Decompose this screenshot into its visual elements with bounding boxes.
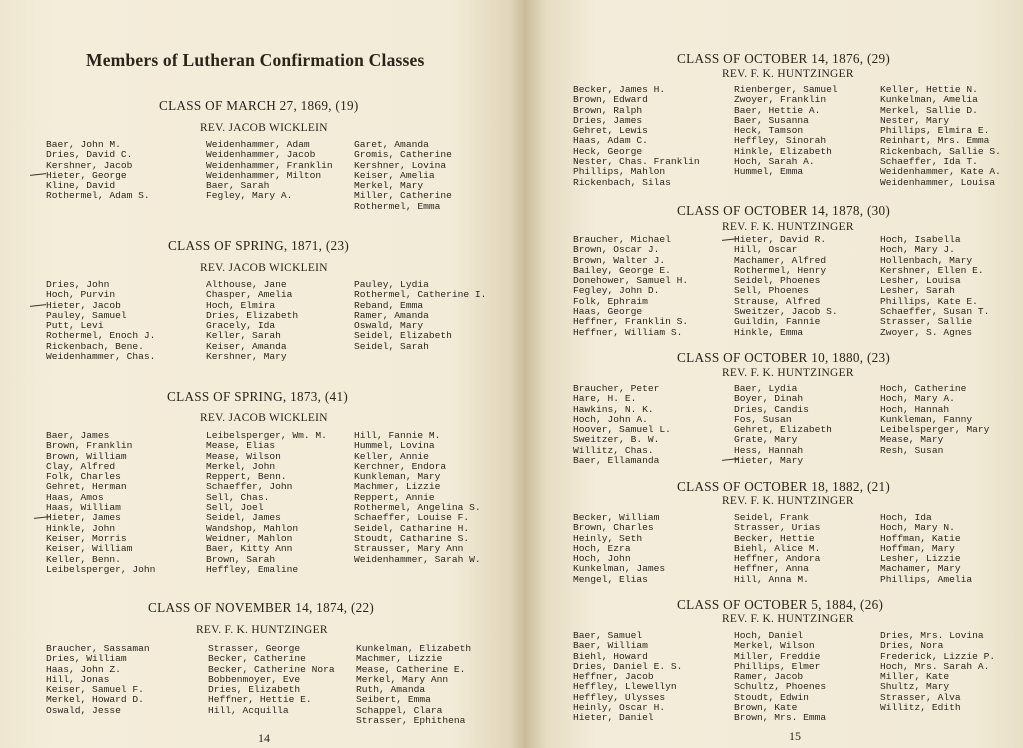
member-name: Hoffman, Mary: [880, 542, 955, 554]
member-name: Hoch, Ezra: [573, 542, 631, 554]
member-name: Phillips, Elmira E.: [880, 125, 990, 137]
member-name: Keiser, Morris: [46, 532, 127, 544]
member-name: Hill, Anna M.: [734, 573, 809, 585]
member-name: Kunkelman, Amelia: [880, 94, 978, 106]
member-name: Zwoyer, S. Agnes: [880, 326, 973, 338]
member-name: Machamer, Mary: [880, 563, 961, 575]
member-name: Gracely, Ida: [206, 320, 276, 332]
page-title: Members of Lutheran Confirmation Classes: [86, 50, 425, 70]
member-name: Gehret, Lewis: [573, 125, 648, 137]
member-name: Reband, Emma: [354, 299, 424, 311]
member-name: Leibelsperger, Wm. M.: [206, 430, 327, 441]
member-name: Gehret, Elizabeth: [734, 424, 832, 436]
member-name: Keller, Annie: [354, 450, 429, 462]
member-name: Hare, H. E.: [573, 393, 637, 405]
member-name: Seidel, Frank: [734, 512, 809, 523]
member-name: Heffner, Hettie E.: [208, 694, 312, 706]
member-name: Ruth, Amanda: [356, 684, 426, 696]
member-name: Heck, Tamson: [734, 125, 804, 137]
class-heading: CLASS OF MARCH 27, 1869, (19): [159, 98, 359, 113]
member-name: Ramer, Jacob: [734, 671, 804, 683]
member-name: Reinhart, Mrs. Emma: [880, 135, 990, 147]
member-name: Miller, Kate: [880, 671, 950, 683]
member-name: Schaeffer, Louise F.: [354, 512, 470, 524]
member-name: Schaeffer, Ida T.: [880, 156, 978, 168]
member-name: Rothermel, Catherine I.: [354, 289, 487, 301]
member-name: Brown, Ralph: [573, 104, 643, 116]
member-name: Stoudt, Catharine S.: [354, 532, 470, 544]
member-name: Dries, William: [46, 653, 127, 665]
name-column: [206, 431, 327, 575]
member-name: Strasser, George: [208, 643, 301, 654]
member-name: Rothermel, Enoch J.: [46, 330, 156, 342]
member-name: Baer, Hettie A.: [734, 104, 821, 116]
member-name: Weidenhammer, Louisa: [880, 176, 996, 188]
member-name: Hieter, Mary: [734, 455, 804, 467]
member-name: Sell, Chas.: [206, 491, 270, 503]
member-name: Rothermel, Emma: [354, 200, 441, 212]
pastor-name: REV. JACOB WICKLEIN: [200, 122, 328, 134]
member-name: Dries, Daniel E. S.: [573, 660, 683, 672]
member-name: Rothermel, Henry: [734, 264, 827, 276]
member-name: Kunkleman, Mary: [354, 471, 441, 483]
class-heading: CLASS OF SPRING, 1873, (41): [167, 389, 349, 404]
member-name: Fegley, John D.: [573, 285, 660, 297]
pastor-name: REV. F. K. HUNTZINGER: [722, 613, 854, 625]
member-name: Brown, Sarah: [206, 553, 276, 565]
member-name: Hoch, Mrs. Sarah A.: [880, 660, 990, 672]
pastor-name: REV. F. K. HUNTZINGER: [722, 495, 854, 507]
member-name: Weidenhammer, Sarah W.: [354, 553, 481, 565]
member-name: Merkel, Wilson: [734, 640, 815, 652]
name-column: [354, 280, 486, 352]
member-name: Gromis, Catherine: [354, 149, 452, 161]
member-name: Hoover, Samuel L.: [573, 424, 671, 436]
member-name: Brown, Edward: [573, 94, 648, 106]
name-column: [734, 631, 826, 724]
class-heading: CLASS OF NOVEMBER 14, 1874, (22): [148, 600, 375, 615]
member-name: Hoch, Sarah A.: [734, 156, 815, 168]
name-column: [880, 235, 989, 338]
member-name: Mengel, Elias: [573, 573, 648, 585]
member-name: Rickenbach, Bene.: [46, 340, 144, 352]
name-column: [734, 513, 820, 585]
member-name: Baer, William: [573, 640, 648, 652]
member-name: Merkel, Mary: [354, 180, 424, 192]
member-name: Schaeffer, John: [206, 481, 293, 493]
member-name: Baer, Sarah: [206, 180, 270, 192]
member-name: Baer, Lydia: [734, 383, 798, 394]
class-heading: CLASS OF SPRING, 1871, (23): [168, 238, 350, 253]
page-number-left: 14: [258, 731, 270, 745]
member-name: Heffner, Anna: [734, 563, 809, 575]
member-name: Strausser, Mary Ann: [354, 543, 464, 555]
member-name: Heffley, Sinorah: [734, 135, 827, 147]
member-name: Hummel, Lovina: [354, 440, 435, 452]
member-name: Hess, Hannah: [734, 444, 804, 456]
member-name: Oswald, Jesse: [46, 704, 121, 716]
member-name: Braucher, Sassaman: [46, 643, 150, 654]
member-name: Mease, Wilson: [206, 450, 281, 462]
member-name: Hieter, George: [46, 169, 127, 181]
member-name: Hoffman, Katie: [880, 532, 961, 544]
member-name: Dries, David C.: [46, 149, 133, 161]
member-name: Brown, Kate: [734, 702, 798, 714]
member-name: Miller, Freddie: [734, 650, 821, 662]
member-name: Kunkelman, James: [573, 563, 666, 575]
member-name: Heinly, Seth: [573, 532, 643, 544]
member-name: Phillips, Elmer: [734, 660, 821, 672]
member-name: Haas, George: [573, 306, 643, 318]
member-name: Hoch, Isabella: [880, 234, 961, 245]
member-name: Seidel, Elizabeth: [354, 330, 452, 342]
member-name: Becker, Catherine Nora: [208, 663, 335, 675]
member-name: Sell, Joel: [206, 502, 264, 514]
member-name: Boyer, Dinah: [734, 393, 804, 405]
name-column: [354, 140, 452, 212]
member-name: Hoch, Elmira: [206, 299, 276, 311]
member-name: Biehl, Alice M.: [734, 542, 821, 554]
member-name: Keller, Hettie N.: [880, 84, 978, 95]
member-name: Hieter, David R.: [734, 234, 827, 245]
name-column: [880, 384, 989, 456]
member-name: Hieter, James: [46, 512, 121, 524]
name-column: [573, 235, 688, 338]
member-name: Kline, David: [46, 180, 116, 192]
name-column: [734, 384, 832, 466]
member-name: Brown, William: [46, 450, 127, 462]
member-name: Nester, Mary: [880, 114, 950, 126]
pastor-name: REV. JACOB WICKLEIN: [200, 262, 328, 274]
member-name: Heffner, Franklin S.: [573, 316, 689, 328]
name-column: [573, 384, 671, 466]
member-name: Heffley, Emaline: [206, 563, 299, 575]
member-name: Zwoyer, Franklin: [734, 94, 827, 106]
member-name: Chasper, Amelia: [206, 289, 293, 301]
name-column: [46, 140, 150, 202]
member-name: Keller, Benn.: [46, 553, 121, 565]
member-name: Hoch, Daniel: [734, 630, 804, 641]
member-name: Hoch, Mary J.: [880, 244, 955, 256]
member-name: Willitz, Chas.: [573, 444, 654, 456]
member-name: Hoch, Catherine: [880, 383, 967, 394]
member-name: Grate, Mary: [734, 434, 798, 446]
name-column: [46, 431, 155, 575]
member-name: Becker, William: [573, 512, 660, 523]
member-name: Baer, Susanna: [734, 114, 809, 126]
name-column: [46, 644, 150, 716]
member-name: Machmer, Lizzie: [356, 653, 443, 665]
name-column: [880, 631, 995, 713]
member-name: Heffner, William S.: [573, 326, 683, 338]
member-name: Keiser, Samuel F.: [46, 684, 144, 696]
member-name: Baer, Ellamanda: [573, 455, 660, 467]
member-name: Brown, Franklin: [46, 440, 133, 452]
member-name: Lesher, Lizzie: [880, 553, 961, 565]
member-name: Kunkleman, Fanny: [880, 413, 973, 425]
member-name: Garet, Amanda: [354, 139, 429, 150]
member-name: Seidel, Phoenes: [734, 275, 821, 287]
member-name: Machmer, Lizzie: [354, 481, 441, 493]
member-name: Baer, Kitty Ann: [206, 543, 293, 555]
member-name: Kershner, Mary: [206, 351, 287, 363]
member-name: Hill, Acquilla: [208, 704, 289, 716]
member-name: Strasser, Urias: [734, 522, 821, 534]
member-name: Reppert, Annie: [354, 491, 435, 503]
name-column: [206, 280, 298, 362]
member-name: Kershner, Jacob: [46, 159, 133, 171]
member-name: Dries, Elizabeth: [208, 684, 301, 696]
member-name: Hummel, Emma: [734, 166, 804, 178]
member-name: Kunkelman, Elizabeth: [356, 643, 472, 654]
member-name: Folk, Ephraim: [573, 295, 648, 307]
member-name: Folk, Charles: [46, 471, 121, 483]
pastor-name: REV. F. K. HUNTZINGER: [722, 68, 854, 80]
name-column: [573, 85, 700, 188]
member-name: Bailey, George E.: [573, 264, 671, 276]
member-name: Haas, Amos: [46, 491, 104, 503]
member-name: Mease, Mary: [880, 434, 944, 446]
member-name: Weidenhammer, Jacob: [206, 149, 316, 161]
member-name: Rienberger, Samuel: [734, 84, 838, 95]
class-heading: CLASS OF OCTOBER 10, 1880, (23): [677, 350, 891, 365]
member-name: Becker, James H.: [573, 84, 666, 95]
name-column: [46, 280, 155, 362]
name-column: [206, 140, 333, 202]
member-name: Mease, Catherine E.: [356, 663, 466, 675]
member-name: Weidenhammer, Franklin: [206, 159, 333, 171]
member-name: Fegley, Mary A.: [206, 190, 293, 202]
member-name: Hill, Jonas: [46, 673, 110, 685]
name-column: [573, 513, 665, 585]
pencil-mark: [30, 173, 46, 176]
pastor-name: REV. JACOB WICKLEIN: [200, 412, 328, 424]
member-name: Keiser, Amanda: [206, 340, 287, 352]
member-name: Haas, John Z.: [46, 663, 121, 675]
member-name: Strasser, Sallie: [880, 316, 973, 328]
member-name: Dries, John: [46, 279, 110, 290]
member-name: Hoch, Ida: [880, 512, 932, 523]
name-column: [880, 85, 1001, 188]
member-name: Seidel, Catharine H.: [354, 522, 470, 534]
member-name: Weidner, Mahlon: [206, 532, 293, 544]
member-name: Putt, Levi: [46, 320, 104, 332]
class-heading: CLASS OF OCTOBER 5, 1884, (26): [677, 597, 884, 612]
member-name: Dries, James: [573, 114, 643, 126]
member-name: Pauley, Samuel: [46, 309, 127, 321]
member-name: Heffner, Andora: [734, 553, 821, 565]
member-name: Biehl, Howard: [573, 650, 648, 662]
member-name: Rothermel, Angelina S.: [354, 502, 481, 514]
member-name: Baer, James: [46, 430, 110, 441]
member-name: Schaeffer, Susan T.: [880, 306, 990, 318]
member-name: Strause, Alfred: [734, 295, 821, 307]
name-column: [354, 431, 481, 565]
member-name: Dries, Mrs. Lovina: [880, 630, 984, 641]
member-name: Hieter, Jacob: [46, 299, 121, 311]
member-name: Hoch, John: [573, 553, 631, 565]
member-name: Becker, Catherine: [208, 653, 306, 665]
member-name: Guildin, Fannie: [734, 316, 821, 328]
member-name: Rickenbach, Silas: [573, 176, 671, 188]
member-name: Resh, Susan: [880, 444, 944, 456]
member-name: Oswald, Mary: [354, 320, 424, 332]
member-name: Hoch, Mary A.: [880, 393, 955, 405]
class-heading: CLASS OF OCTOBER 18, 1882, (21): [677, 479, 891, 494]
member-name: Kerchner, Endora: [354, 460, 447, 472]
member-name: Wandshop, Mahlon: [206, 522, 299, 534]
member-name: Rickenbach, Sallie S.: [880, 145, 1001, 157]
member-name: Keiser, Amelia: [354, 169, 435, 181]
member-name: Dries, Candis: [734, 403, 809, 415]
pastor-name: REV. F. K. HUNTZINGER: [722, 221, 854, 233]
member-name: Hoch, Mary N.: [880, 522, 955, 534]
member-name: Seidel, James: [206, 512, 281, 524]
member-name: Stoudt, Edwin: [734, 691, 809, 703]
member-name: Schultz, Phoenes: [734, 681, 827, 693]
member-name: Hawkins, N. K.: [573, 403, 654, 415]
member-name: Braucher, Michael: [573, 234, 671, 245]
member-name: Dries, Nora: [880, 640, 944, 652]
member-name: Haas, Adam C.: [573, 135, 648, 147]
member-name: Leibelsperger, John: [46, 563, 156, 575]
member-name: Hoch, Purvin: [46, 289, 116, 301]
member-name: Phillips, Mahlon: [573, 166, 666, 178]
member-name: Miller, Catherine: [354, 190, 452, 202]
member-name: Sell, Phoenes: [734, 285, 809, 297]
pastor-name: REV. F. K. HUNTZINGER: [196, 624, 328, 636]
member-name: Seidel, Sarah: [354, 340, 429, 352]
member-name: Lesher, Sarah: [880, 285, 955, 297]
member-name: Strasser, Ephithena: [356, 715, 466, 727]
member-name: Nester, Chas. Franklin: [573, 156, 700, 168]
member-name: Brown, Mrs. Emma: [734, 712, 827, 724]
pencil-mark: [30, 304, 46, 307]
member-name: Hoch, John A.: [573, 413, 648, 425]
member-name: Hieter, Daniel: [573, 712, 654, 724]
member-name: Hollenbach, Mary: [880, 254, 973, 266]
right-page: [526, 0, 1023, 748]
member-name: Merkel, Howard D.: [46, 694, 144, 706]
member-name: Dries, Elizabeth: [206, 309, 299, 321]
member-name: Weidenhammer, Milton: [206, 169, 322, 181]
page-number-right: 15: [789, 729, 801, 743]
name-column: [734, 235, 838, 338]
member-name: Weidenhammer, Chas.: [46, 351, 156, 363]
member-name: Ramer, Amanda: [354, 309, 429, 321]
name-column: [734, 85, 838, 178]
member-name: Braucher, Peter: [573, 383, 660, 394]
member-name: Willitz, Edith: [880, 702, 961, 714]
member-name: Machamer, Alfred: [734, 254, 827, 266]
member-name: Becker, Hettie: [734, 532, 815, 544]
member-name: Mease, Elias: [206, 440, 276, 452]
member-name: Reppert, Benn.: [206, 471, 287, 483]
member-name: Heck, George: [573, 145, 643, 157]
member-name: Baer, Samuel: [573, 630, 643, 641]
member-name: Fos, Susan: [734, 413, 792, 425]
member-name: Hinkle, John: [46, 522, 116, 534]
member-name: Frederick, Lizzie P.: [880, 650, 996, 662]
member-name: Phillips, Kate E.: [880, 295, 978, 307]
member-name: Keller, Sarah: [206, 330, 281, 342]
member-name: Weidenhammer, Kate A.: [880, 166, 1001, 178]
member-name: Baer, John M.: [46, 139, 121, 150]
member-name: Donehower, Samuel H.: [573, 275, 689, 287]
member-name: Sweitzer, B. W.: [573, 434, 660, 446]
member-name: Hinkle, Elizabeth: [734, 145, 832, 157]
member-name: Merkel, Sallie D.: [880, 104, 978, 116]
member-name: Strasser, Alva: [880, 691, 961, 703]
member-name: Seibert, Emma: [356, 694, 431, 706]
member-name: Hinkle, Emma: [734, 326, 804, 338]
name-column: [880, 513, 972, 585]
member-name: Brown, Charles: [573, 522, 654, 534]
class-heading: CLASS OF OCTOBER 14, 1876, (29): [677, 51, 891, 66]
name-column: [573, 631, 682, 724]
member-name: Kershner, Lovina: [354, 159, 447, 171]
member-name: Hill, Fannie M.: [354, 430, 441, 441]
member-name: Merkel, Mary Ann: [356, 673, 449, 685]
member-name: Gehret, Herman: [46, 481, 127, 493]
member-name: Brown, Walter J.: [573, 254, 666, 266]
member-name: Kershner, Ellen E.: [880, 264, 984, 276]
member-name: Pauley, Lydia: [354, 279, 429, 290]
member-name: Sweitzer, Jacob S.: [734, 306, 838, 318]
member-name: Weidenhammer, Adam: [206, 139, 310, 150]
member-name: Heffley, Llewellyn: [573, 681, 677, 693]
name-column: [208, 644, 335, 716]
class-heading: CLASS OF OCTOBER 14, 1878, (30): [677, 203, 891, 218]
member-name: Clay, Alfred: [46, 460, 116, 472]
member-name: Rothermel, Adam S.: [46, 190, 150, 202]
pastor-name: REV. F. K. HUNTZINGER: [722, 367, 854, 379]
member-name: Heffley, Ulysses: [573, 691, 666, 703]
member-name: Keiser, William: [46, 543, 133, 555]
member-name: Lesher, Louisa: [880, 275, 961, 287]
member-name: Brown, Oscar J.: [573, 244, 660, 256]
member-name: Althouse, Jane: [206, 279, 287, 290]
member-name: Hill, Oscar: [734, 244, 798, 256]
member-name: Schappel, Clara: [356, 704, 443, 716]
member-name: Leibelsperger, Mary: [880, 424, 990, 436]
member-name: Merkel, John: [206, 460, 276, 472]
member-name: Bobbenmoyer, Eve: [208, 673, 301, 685]
member-name: Phillips, Amelia: [880, 573, 973, 585]
member-name: Heinly, Oscar H.: [573, 702, 666, 714]
member-name: Heffner, Jacob: [573, 671, 654, 683]
member-name: Hoch, Hannah: [880, 403, 950, 415]
member-name: Shultz, Mary: [880, 681, 950, 693]
name-column: [356, 644, 471, 726]
member-name: Haas, William: [46, 502, 121, 514]
